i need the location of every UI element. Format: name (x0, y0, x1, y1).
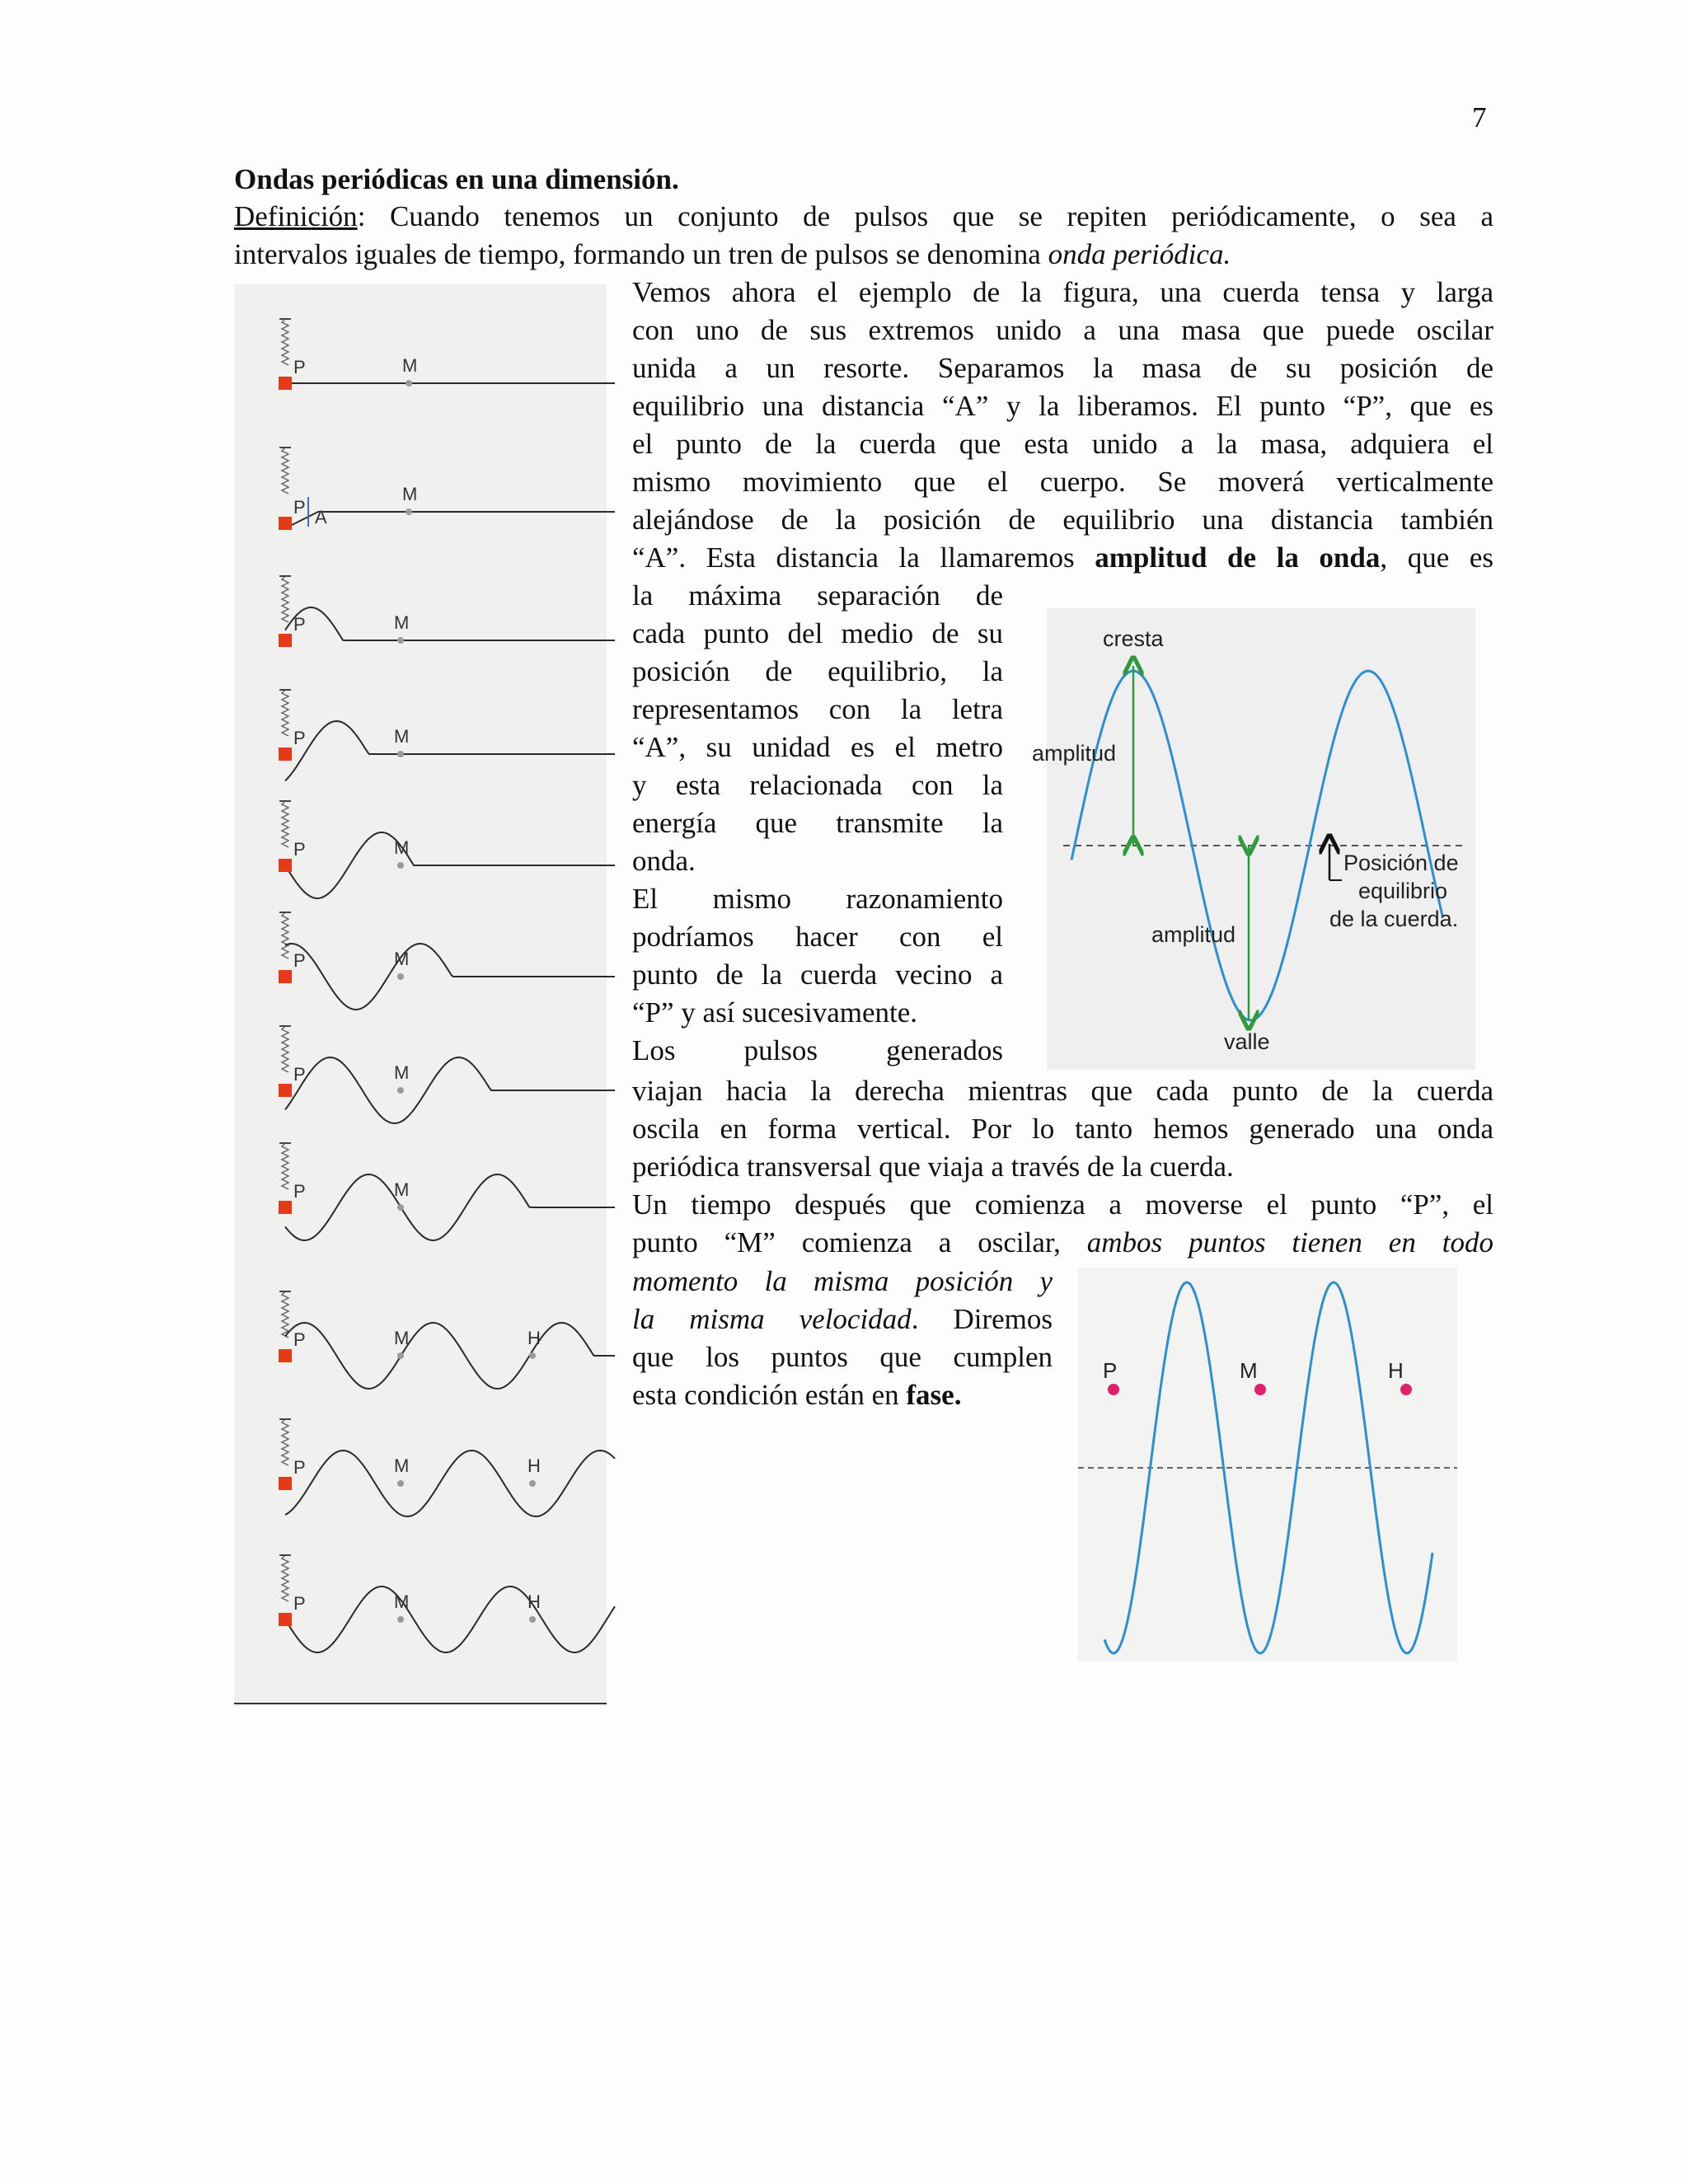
string-line (285, 1451, 615, 1516)
text-line: mismo movimiento que el cuerpo. Se moverá verticalmente (632, 466, 1493, 498)
string-line (285, 832, 615, 898)
text-line: que los puntos que cumplen (632, 1341, 1053, 1373)
point-p-label: P (293, 1329, 306, 1350)
text-line: punto de la cuerda vecino a (632, 958, 1003, 991)
point-p-label: P (293, 839, 306, 860)
point-p-label: P (293, 728, 306, 748)
text-line: esta condición están en fase. (632, 1379, 962, 1411)
text-line: unida a un resorte. Separamos la masa de su posición de (632, 352, 1493, 384)
point-m-label: M (394, 837, 410, 858)
point-m-label: M (394, 612, 410, 633)
mass-block (279, 970, 292, 983)
mass-block (279, 377, 292, 390)
phase-diagram (1078, 1268, 1457, 1661)
mass-block (279, 1349, 292, 1362)
spring-icon (282, 1419, 288, 1465)
spring-icon (282, 1143, 288, 1189)
text-line: con uno de sus extremos unido a una masa que puede oscilar (632, 314, 1493, 346)
point-m-label: M (394, 949, 410, 969)
string-line (285, 1586, 615, 1652)
text-line: Un tiempo después que comienza a moverse el punto “P”, el (632, 1188, 1493, 1221)
text-line: cada punto del medio de su (632, 617, 1003, 649)
spring-icon (282, 801, 288, 847)
mass-block (279, 634, 292, 647)
spring-icon (282, 1026, 288, 1072)
point-p-label: P (1103, 1358, 1118, 1383)
point-p-label: P (293, 1593, 306, 1614)
point-p-label: P (293, 497, 306, 518)
definition-paragraph (234, 198, 1493, 274)
text-line: posición de equilibrio, la (632, 655, 1003, 687)
point-m-label: M (402, 484, 418, 504)
text-line: representamos con la letra (632, 693, 1003, 725)
text-line: “A”, su unidad es el metro (632, 731, 1003, 763)
spring-icon (282, 690, 288, 736)
string-line (285, 721, 615, 780)
amplitude-bottom-label: amplitud (1151, 922, 1236, 947)
point-m-dot (406, 509, 412, 515)
equilibrium-label-1: Posición de (1343, 851, 1459, 875)
spring-icon (282, 319, 288, 365)
point-h-label: H (528, 1591, 541, 1612)
point-m-dot (397, 1087, 404, 1094)
text-line: oscila en forma vertical. Por lo tanto hemos generado una onda (632, 1113, 1493, 1145)
string-line (285, 607, 615, 640)
point-m-label: M (394, 1591, 410, 1612)
point-h-dot (529, 1480, 536, 1487)
equilibrium-label-3: de la cuerda. (1329, 907, 1459, 931)
wave-sequence-drawing (234, 284, 607, 1706)
text-line: “A”. Esta distancia la llamaremos amplitud de la onda, que es (632, 541, 1493, 574)
point-p-label: P (293, 357, 306, 377)
string-line (285, 944, 615, 1010)
spring-icon (282, 912, 288, 958)
mass-block (279, 1613, 292, 1626)
amplitude-figure (1032, 608, 1475, 1070)
amplitude-label: A (315, 507, 327, 527)
mass-block (279, 748, 292, 761)
spring-icon (282, 1291, 288, 1338)
text-line: el punto de la cuerda que esta unido a la masa, adquiera el (632, 428, 1493, 460)
definition-line-1: Definición: Cuando tenemos un conjunto de pulsos que se repiten periódicamente, o sea a (234, 200, 1493, 232)
text-line: “P” y así sucesivamente. (632, 996, 918, 1029)
point-h-dot (1400, 1384, 1412, 1395)
point-m-label: M (394, 1328, 410, 1348)
point-m-dot (397, 1616, 404, 1623)
text-line: El mismo razonamiento (632, 883, 1003, 915)
text-line: energía que transmite la (632, 807, 1003, 839)
point-m-dot (397, 1352, 404, 1359)
text-line: alejándose de la posición de equilibrio una distancia también (632, 504, 1493, 536)
point-p-label: P (293, 1064, 306, 1085)
text-line: onda. (632, 845, 696, 877)
text-line: periódica transversal que viaja a través de la cuerda. (632, 1151, 1234, 1183)
text-line: Los pulsos generados (632, 1034, 1003, 1066)
point-m-label: M (402, 355, 418, 376)
point-h-label: H (528, 1328, 541, 1348)
wide-block-2 (632, 1072, 1493, 1262)
wave-sequence-figure (234, 284, 607, 1706)
point-p-label: P (293, 950, 306, 971)
equilibrium-label-2: equilibrio (1358, 879, 1448, 903)
section-title: Ondas periódicas en una dimensión. (234, 163, 679, 195)
mass-block (279, 859, 292, 872)
point-h-dot (529, 1616, 536, 1623)
point-m-dot (397, 637, 404, 644)
point-p-label: P (293, 1457, 306, 1478)
spring-icon (282, 448, 288, 494)
narrow-column (632, 577, 1003, 1070)
text-line: y esta relacionada con la (632, 769, 1003, 801)
text-line: punto “M” comienza a oscilar, ambos puntos tienen en todo (632, 1226, 1493, 1258)
spring-icon (282, 576, 288, 622)
point-m-label: M (1240, 1358, 1258, 1383)
point-m-dot (397, 973, 404, 980)
definition-line-2: intervalos iguales de tiempo, formando un tren de pulsos se denomina onda periódica. (234, 238, 1231, 270)
mass-block (279, 517, 292, 530)
point-h-dot (529, 1352, 536, 1359)
text-line: momento la misma posición y (632, 1265, 1053, 1297)
spring-icon (282, 1555, 288, 1601)
phase-column (632, 1263, 1053, 1414)
amplitude-diagram (1032, 608, 1475, 1070)
point-m-dot (397, 862, 404, 869)
string-line (285, 1323, 615, 1389)
point-h-label: H (528, 1455, 541, 1476)
text-line: viajan hacia la derecha mientras que cada punto de la cuerda (632, 1075, 1493, 1107)
point-m-dot (397, 751, 404, 757)
point-p-label: P (293, 614, 306, 635)
point-m-dot (406, 380, 412, 387)
point-p-label: P (293, 1181, 306, 1202)
point-m-label: M (394, 1455, 410, 1476)
point-m-dot (397, 1204, 404, 1211)
text-line: la misma velocidad. Diremos (632, 1303, 1053, 1335)
point-m-dot (1254, 1384, 1266, 1395)
mass-block (279, 1084, 292, 1097)
mass-block (279, 1201, 292, 1214)
point-m-label: M (394, 1062, 410, 1083)
crest-label: cresta (1103, 626, 1164, 651)
text-line: la máxima separación de (632, 579, 1003, 612)
string-line (285, 1174, 615, 1240)
point-m-dot (397, 1480, 404, 1487)
point-p-dot (1108, 1384, 1119, 1395)
text-line: equilibrio una distancia “A” y la liberamos. El punto “P”, que es (632, 390, 1493, 422)
point-h-label: H (1388, 1358, 1404, 1383)
string-line (285, 512, 615, 528)
page-number: 7 (1472, 101, 1487, 134)
text-line: podríamos hacer con el (632, 921, 1003, 953)
trough-label: valle (1224, 1029, 1270, 1054)
text-line: Vemos ahora el ejemplo de la figura, una cuerda tensa y larga (632, 276, 1493, 308)
mass-block (279, 1477, 292, 1490)
point-m-label: M (394, 1179, 410, 1200)
point-m-label: M (394, 726, 410, 747)
string-line (285, 1057, 615, 1123)
amplitude-top-label: amplitud (1032, 741, 1117, 766)
phase-figure (1078, 1268, 1457, 1661)
